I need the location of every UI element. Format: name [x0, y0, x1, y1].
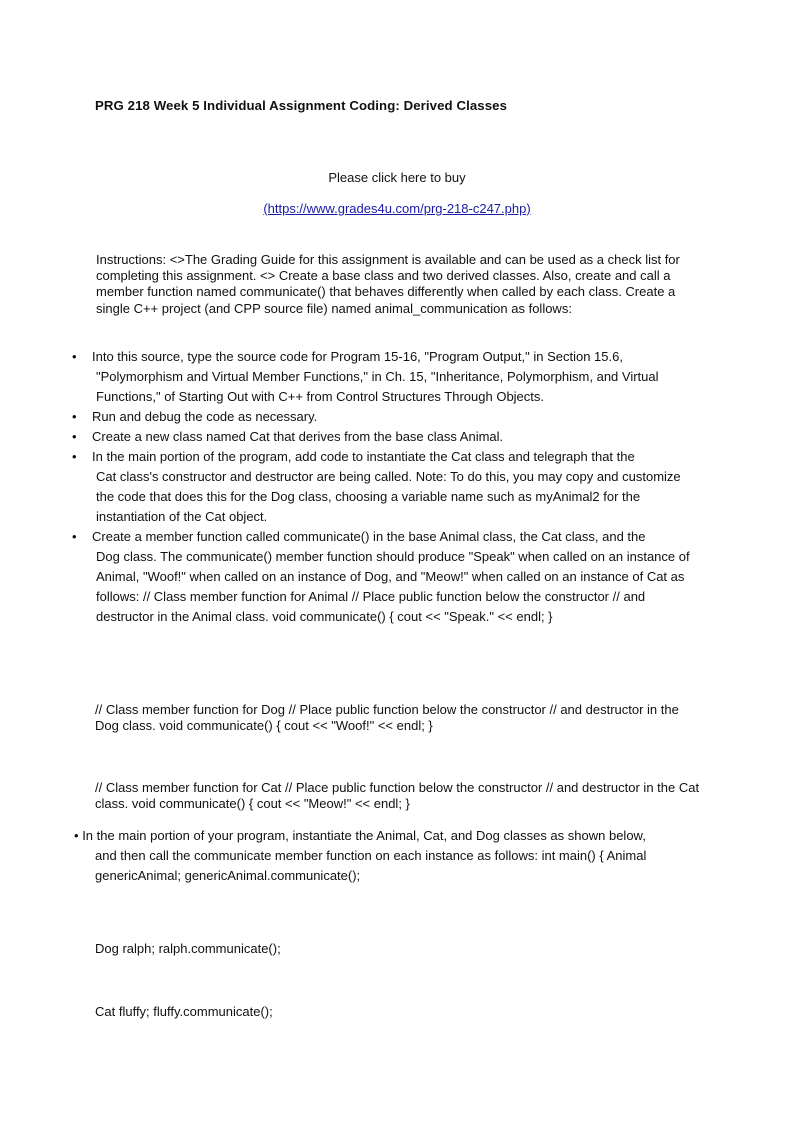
cat-code-block: // Class member function for Cat // Place public function below the constructor // and destructor in the Cat class. void communicate() { cout << "Meow!" << endl; } — [95, 780, 700, 812]
instructions-paragraph: Instructions: <>The Grading Guide for this assignment is available and can be used as a check list for completing this assignment. <> Create a base class and two derived classes. Also, create and call a member function named communicate() that behaves differently when called by each class. Create a single C++ project (and CPP source file) named animal_communication as follows: — [96, 252, 680, 316]
list-item — [72, 427, 700, 447]
bullet-icon: • — [72, 529, 77, 544]
bullet-icon: • — [74, 828, 79, 843]
bullet-icon: • — [72, 429, 77, 444]
bullet-text-rest: and then call the communicate member function on each instance as follows: int main() { Animal genericAnimal; genericAnimal.communicate(); — [95, 848, 647, 883]
buy-link-container — [0, 201, 794, 216]
bullet-text-first: Create a member function called communicate() in the base Animal class, the Cat class, and the — [92, 529, 646, 544]
list-item — [72, 347, 700, 407]
bullet-icon: • — [72, 349, 77, 364]
buy-text: Please click here to buy — [328, 170, 466, 185]
bullet-text-rest: Cat class's constructor and destructor are being called. Note: To do this, you may copy and customize the code that does this for the Dog class, choosing a variable name such as myAnimal2 for the instantiation of the Cat object. — [96, 469, 681, 524]
bullet-text-rest: Dog class. The communicate() member function should produce "Speak" when called on an instance of Animal, "Woof!" when called on an instance of Dog, and "Meow!" when called on an instance of Cat as follows: // Class member function for Animal // Place public function below the constructor // and destructor in the Animal class. void communicate() { cout << "Speak." << endl; } — [96, 549, 690, 624]
main-instructions-bullet — [74, 826, 700, 886]
list-item — [72, 447, 700, 527]
bullet-icon: • — [72, 409, 77, 424]
instruction-bullet-list — [72, 347, 700, 627]
dog-instantiation-line: Dog ralph; ralph.communicate(); — [95, 941, 281, 956]
buy-link[interactable]: (https://www.grades4u.com/prg-218-c247.php) — [263, 201, 531, 216]
bullet-text-first: Create a new class named Cat that derives from the base class Animal. — [92, 429, 504, 444]
dog-code-block: // Class member function for Dog // Place public function below the constructor // and destructor in the Dog class. void communicate() { cout << "Woof!" << endl; } — [95, 702, 679, 734]
bullet-text-first: Into this source, type the source code for Program 15-16, "Program Output," in Section 15.6, — [92, 349, 623, 364]
bullet-text-first: Run and debug the code as necessary. — [92, 409, 318, 424]
list-item — [72, 527, 700, 627]
bullet-text-rest: "Polymorphism and Virtual Member Functions," in Ch. 15, "Inheritance, Polymorphism, and Virtual Functions," of Starting Out with C++ from Control Structures Through Objects. — [96, 369, 659, 404]
bullet-icon: • — [72, 449, 77, 464]
bullet-text-first: In the main portion of your program, instantiate the Animal, Cat, and Dog classes as shown below, — [82, 828, 646, 843]
list-item — [72, 407, 700, 427]
document-title: PRG 218 Week 5 Individual Assignment Coding: Derived Classes — [95, 98, 508, 113]
bullet-text-first: In the main portion of the program, add code to instantiate the Cat class and telegraph that the — [92, 449, 635, 464]
cat-instantiation-line: Cat fluffy; fluffy.communicate(); — [95, 1004, 273, 1019]
